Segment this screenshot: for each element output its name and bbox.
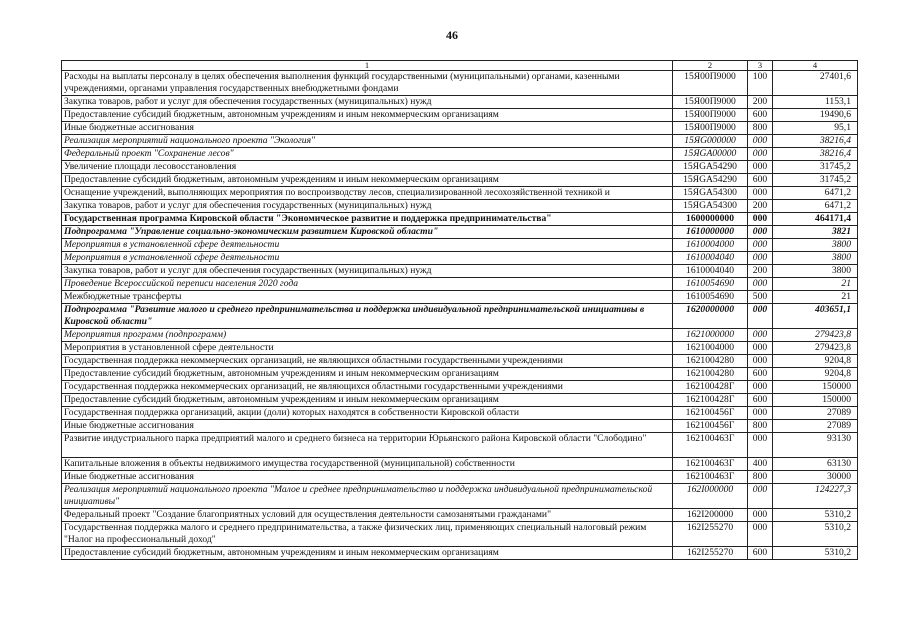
row-amount-cell: 21 [773,278,858,291]
row-code-cell: 15ЯGA54300 [673,200,748,213]
row-code-cell: 1610004000 [673,239,748,252]
row-type-cell: 400 [748,458,773,471]
row-type-cell: 600 [748,174,773,187]
row-code-cell: 162100463Г [673,433,748,458]
row-code-cell: 15Я00П9000 [673,71,748,96]
table-row [62,239,858,252]
table-header-row [62,61,858,71]
row-type-cell: 200 [748,96,773,109]
table-row [62,213,858,226]
row-type-cell: 500 [748,291,773,304]
row-type-cell: 600 [748,547,773,560]
row-code-cell: 162I000000 [673,484,748,509]
row-text-cell: Закупка товаров, работ и услуг для обеспечения государственных (муниципальных) нужд [62,200,673,213]
row-amount-cell: 403651,1 [773,304,858,329]
table-row [62,187,858,200]
row-text-cell: Расходы на выплаты персоналу в целях обеспечения выполнения функций государственными (муниципальными) органами, казенными учреждениями, органами управления государственных внебюджетными фондами [62,71,673,96]
table-row [62,394,858,407]
row-amount-cell: 27401,6 [773,71,858,96]
row-text-cell: Иные бюджетные ассигнования [62,420,673,433]
row-code-cell: 15Я00П9000 [673,122,748,135]
row-text-cell: Проведение Всероссийской переписи населения 2020 года [62,278,673,291]
table-row [62,291,858,304]
row-code-cell: 1600000000 [673,213,748,226]
row-code-cell: 162I200000 [673,509,748,522]
page-number: 46 [446,28,458,42]
row-amount-cell: 21 [773,291,858,304]
row-code-cell: 1610054690 [673,291,748,304]
row-text-cell: Предоставление субсидий бюджетным, автономным учреждениям и иным некоммерческим организациям [62,394,673,407]
table-row [62,329,858,342]
row-amount-cell: 3800 [773,239,858,252]
budget-table [61,60,858,560]
row-amount-cell: 1153,1 [773,96,858,109]
row-text-cell: Предоставление субсидий бюджетным, автономным учреждениям и иным некоммерческим организациям [62,547,673,560]
table-row [62,109,858,122]
row-text-cell: Оснащение учреждений, выполняющих мероприятия по воспроизводству лесов, специализированной лесохозяйственной техникой и [62,187,673,200]
row-type-cell: 000 [748,407,773,420]
row-code-cell: 1621004280 [673,368,748,381]
row-type-cell: 000 [748,187,773,200]
table-row [62,509,858,522]
row-amount-cell: 6471,2 [773,200,858,213]
row-type-cell: 000 [748,342,773,355]
table-row [62,355,858,368]
row-code-cell: 1610000000 [673,226,748,239]
table-row [62,96,858,109]
row-type-cell: 800 [748,471,773,484]
row-type-cell: 000 [748,329,773,342]
row-type-cell: 800 [748,420,773,433]
row-code-cell: 162100456Г [673,420,748,433]
row-type-cell: 800 [748,122,773,135]
table-row [62,420,858,433]
row-amount-cell: 5310,2 [773,547,858,560]
row-text-cell: Федеральный проект "Сохранение лесов" [62,148,673,161]
row-amount-cell: 38216,4 [773,135,858,148]
column-header-1: 1 [62,61,673,71]
row-code-cell: 15ЯGA00000 [673,148,748,161]
row-amount-cell: 3800 [773,252,858,265]
row-amount-cell: 31745,2 [773,174,858,187]
row-code-cell: 15ЯGA54300 [673,187,748,200]
row-type-cell: 000 [748,148,773,161]
row-type-cell: 000 [748,484,773,509]
row-type-cell: 000 [748,522,773,547]
row-amount-cell: 5310,2 [773,522,858,547]
table-row [62,71,858,96]
row-type-cell: 000 [748,135,773,148]
row-code-cell: 162I255270 [673,522,748,547]
table-row [62,407,858,420]
table-row [62,433,858,458]
row-type-cell: 000 [748,381,773,394]
row-text-cell: Реализация мероприятий национального проекта "Экология" [62,135,673,148]
table-row [62,161,858,174]
row-type-cell: 000 [748,278,773,291]
row-amount-cell: 19490,6 [773,109,858,122]
row-type-cell: 200 [748,200,773,213]
row-text-cell: Иные бюджетные ассигнования [62,471,673,484]
row-amount-cell: 27089 [773,420,858,433]
row-amount-cell: 93130 [773,433,858,458]
row-amount-cell: 3821 [773,226,858,239]
table-row [62,252,858,265]
row-text-cell: Предоставление субсидий бюджетным, автономным учреждениям и иным некоммерческим организациям [62,109,673,122]
row-text-cell: Межбюджетные трансферты [62,291,673,304]
table-row [62,278,858,291]
row-code-cell: 15ЯG000000 [673,135,748,148]
table-row [62,368,858,381]
row-type-cell: 600 [748,368,773,381]
row-code-cell: 15Я00П9000 [673,109,748,122]
row-text-cell: Федеральный проект "Создание благоприятных условий для осуществления деятельности самозанятыми гражданами" [62,509,673,522]
table-row [62,471,858,484]
row-amount-cell: 9204,8 [773,368,858,381]
row-code-cell: 162I255270 [673,547,748,560]
table-row [62,174,858,187]
row-code-cell: 1621004000 [673,342,748,355]
row-text-cell: Закупка товаров, работ и услуг для обеспечения государственных (муниципальных) нужд [62,265,673,278]
row-text-cell: Государственная программа Кировской области "Экономическое развитие и поддержка предпринимательства" [62,213,673,226]
row-text-cell: Мероприятия в установленной сфере деятельности [62,239,673,252]
table-row [62,226,858,239]
row-text-cell: Увеличение площади лесовосстановления [62,161,673,174]
column-header-3: 3 [748,61,773,71]
table-row [62,484,858,509]
row-type-cell: 000 [748,239,773,252]
table-row [62,342,858,355]
row-code-cell: 15ЯGA54290 [673,161,748,174]
row-text-cell: Мероприятия в установленной сфере деятельности [62,342,673,355]
row-type-cell: 600 [748,394,773,407]
row-text-cell: Мероприятия программ (подпрограмм) [62,329,673,342]
row-amount-cell: 124227,3 [773,484,858,509]
row-code-cell: 1610054690 [673,278,748,291]
row-type-cell: 100 [748,71,773,96]
row-type-cell: 000 [748,252,773,265]
table-row [62,200,858,213]
table-row [62,265,858,278]
row-text-cell: Государственная поддержка малого и среднего предпринимательства, а также физических лиц, применяющих специальный налоговый режим "Налог на профессиональный доход" [62,522,673,547]
row-amount-cell: 150000 [773,381,858,394]
row-code-cell: 162100428Г [673,394,748,407]
table-row [62,122,858,135]
row-amount-cell: 9204,8 [773,355,858,368]
column-header-2: 2 [673,61,748,71]
row-type-cell: 600 [748,109,773,122]
row-code-cell: 1610004040 [673,265,748,278]
row-amount-cell: 5310,2 [773,509,858,522]
row-text-cell: Иные бюджетные ассигнования [62,122,673,135]
row-amount-cell: 63130 [773,458,858,471]
row-type-cell: 000 [748,509,773,522]
table-row [62,547,858,560]
row-text-cell: Государственная поддержка организаций, акции (доли) которых находятся в собственности Кировской области [62,407,673,420]
row-type-cell: 000 [748,304,773,329]
row-type-cell: 200 [748,265,773,278]
row-code-cell: 1620000000 [673,304,748,329]
column-header-4: 4 [773,61,858,71]
row-amount-cell: 150000 [773,394,858,407]
row-text-cell: Предоставление субсидий бюджетным, автономным учреждениям и иным некоммерческим организациям [62,368,673,381]
row-text-cell: Мероприятия в установленной сфере деятельности [62,252,673,265]
row-amount-cell: 30000 [773,471,858,484]
row-type-cell: 000 [748,355,773,368]
row-code-cell: 162100456Г [673,407,748,420]
table-row [62,381,858,394]
row-code-cell: 1621000000 [673,329,748,342]
row-code-cell: 15Я00П9000 [673,96,748,109]
row-text-cell: Реализация мероприятий национального проекта "Малое и среднее предпринимательство и поддержка индивидуальной предпринимательской инициативы" [62,484,673,509]
row-text-cell: Государственная поддержка некоммерческих организаций, не являющихся областными государственными учреждениями [62,381,673,394]
row-text-cell: Подпрограмма "Управление социально-экономическим развитием Кировской области" [62,226,673,239]
table-row [62,135,858,148]
row-text-cell: Развитие индустриального парка предприятий малого и среднего бизнеса на территории Юрьянского района Кировской области "Слободино" [62,433,673,458]
row-text-cell: Капитальные вложения в объекты недвижимого имущества государственной (муниципальной) собственности [62,458,673,471]
row-amount-cell: 279423,8 [773,329,858,342]
row-type-cell: 000 [748,161,773,174]
table-row [62,304,858,329]
row-code-cell: 15ЯGA54290 [673,174,748,187]
row-amount-cell: 279423,8 [773,342,858,355]
row-amount-cell: 95,1 [773,122,858,135]
row-code-cell: 1610004040 [673,252,748,265]
row-type-cell: 000 [748,213,773,226]
row-text-cell: Государственная поддержка некоммерческих организаций, не являющихся областными государственными учреждениями [62,355,673,368]
row-type-cell: 000 [748,433,773,458]
row-text-cell: Предоставление субсидий бюджетным, автономным учреждениям и иным некоммерческим организациям [62,174,673,187]
row-amount-cell: 3800 [773,265,858,278]
row-code-cell: 1621004280 [673,355,748,368]
row-code-cell: 162100463Г [673,471,748,484]
table-row [62,458,858,471]
row-code-cell: 162100463Г [673,458,748,471]
row-amount-cell: 464171,4 [773,213,858,226]
row-code-cell: 162100428Г [673,381,748,394]
table-row [62,148,858,161]
row-amount-cell: 31745,2 [773,161,858,174]
row-type-cell: 000 [748,226,773,239]
row-text-cell: Подпрограмма "Развитие малого и среднего предпринимательства и поддержка индивидуальной предпринимательской инициативы в Кировской области" [62,304,673,329]
row-amount-cell: 27089 [773,407,858,420]
row-amount-cell: 38216,4 [773,148,858,161]
table-row [62,522,858,547]
row-text-cell: Закупка товаров, работ и услуг для обеспечения государственных (муниципальных) нужд [62,96,673,109]
row-amount-cell: 6471,2 [773,187,858,200]
